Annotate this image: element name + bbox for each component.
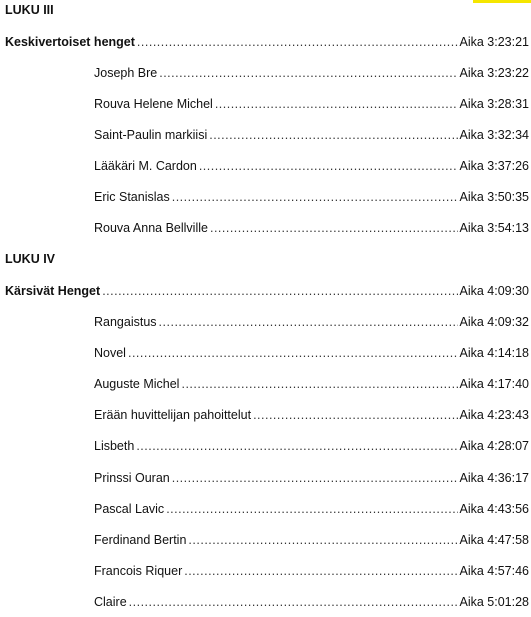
toc-main-entry	[5, 283, 529, 299]
dot-leader	[188, 532, 457, 548]
toc-entry-time: Aika 3:50:35	[459, 190, 529, 204]
toc-entry-title: Ferdinand Bertin	[94, 533, 187, 547]
toc-entry-time: Aika 4:28:07	[459, 439, 529, 453]
toc-entry-time: Aika 4:09:32	[459, 315, 529, 329]
toc-entry-time: Aika 3:23:22	[459, 66, 529, 80]
dot-leader	[172, 470, 458, 486]
dot-leader	[102, 283, 457, 299]
toc-entry	[94, 65, 529, 81]
toc-entry-title: Auguste Michel	[94, 377, 180, 391]
toc-entry-title: Erään huvittelijan pahoittelut	[94, 408, 252, 422]
toc-entry	[94, 96, 529, 112]
dot-leader	[184, 563, 457, 579]
dot-leader	[215, 96, 458, 112]
toc-entry-title: Novel	[94, 346, 126, 360]
toc-entry	[94, 189, 529, 205]
toc-entry-time: Aika 4:43:56	[459, 502, 529, 516]
toc-entry-time: Aika 4:17:40	[459, 377, 529, 391]
chapter-heading: LUKU III	[5, 3, 54, 17]
toc-entry-time: Aika 3:32:34	[459, 128, 529, 142]
toc-entry	[94, 438, 529, 454]
toc-entry	[94, 345, 529, 361]
toc-main-entry-time: Aika 4:09:30	[459, 284, 529, 298]
toc-entry-time: Aika 4:57:46	[459, 564, 529, 578]
toc-entry	[94, 158, 529, 174]
toc-entry-title: Francois Riquer	[94, 564, 183, 578]
dot-leader	[129, 594, 458, 610]
chapter-heading: LUKU IV	[5, 252, 55, 266]
toc-entry	[94, 563, 529, 579]
toc-entry-title: Lääkäri M. Cardon	[94, 159, 197, 173]
toc-main-entry-title: Keskivertoiset henget	[5, 35, 135, 49]
toc-entry-title: Rouva Anna Bellville	[94, 221, 208, 235]
toc-entry-time: Aika 4:23:43	[459, 408, 529, 422]
dot-leader	[159, 314, 458, 330]
toc-entry	[94, 127, 529, 143]
toc-entry	[94, 314, 529, 330]
dot-leader	[137, 34, 458, 50]
toc-entry-title: Prinssi Ouran	[94, 471, 170, 485]
dot-leader	[172, 189, 458, 205]
toc-entry-time: Aika 3:54:13	[459, 221, 529, 235]
dot-leader	[209, 127, 457, 143]
toc-main-entry	[5, 34, 529, 50]
toc-entry-title: Lisbeth	[94, 439, 135, 453]
toc-entry	[94, 532, 529, 548]
dot-leader	[136, 438, 457, 454]
yellow-highlight-mark	[473, 0, 531, 3]
dot-leader	[210, 220, 458, 236]
toc-entry-title: Pascal Lavic	[94, 502, 165, 516]
toc-entry-time: Aika 4:36:17	[459, 471, 529, 485]
toc-entry	[94, 407, 529, 423]
toc-entry-time: Aika 3:37:26	[459, 159, 529, 173]
dot-leader	[166, 501, 457, 517]
toc-entry	[94, 470, 529, 486]
toc-entry-title: Eric Stanislas	[94, 190, 170, 204]
toc-entry-time: Aika 3:28:31	[459, 97, 529, 111]
dot-leader	[199, 158, 458, 174]
toc-entry	[94, 376, 529, 392]
toc-entry-title: Rouva Helene Michel	[94, 97, 213, 111]
toc-entry-title: Claire	[94, 595, 127, 609]
toc-entry-time: Aika 4:14:18	[459, 346, 529, 360]
toc-entry-title: Saint-Paulin markiisi	[94, 128, 208, 142]
dot-leader	[128, 345, 458, 361]
dot-leader	[159, 65, 457, 81]
toc-entry	[94, 220, 529, 236]
toc-main-entry-title: Kärsivät Henget	[5, 284, 101, 298]
dot-leader	[253, 407, 457, 423]
toc-entry	[94, 594, 529, 610]
toc-entry	[94, 501, 529, 517]
toc-entry-title: Rangaistus	[94, 315, 157, 329]
dot-leader	[181, 376, 457, 392]
toc-entry-time: Aika 5:01:28	[459, 595, 529, 609]
toc-entry-time: Aika 4:47:58	[459, 533, 529, 547]
toc-main-entry-time: Aika 3:23:21	[459, 35, 529, 49]
toc-entry-title: Joseph Bre	[94, 66, 158, 80]
